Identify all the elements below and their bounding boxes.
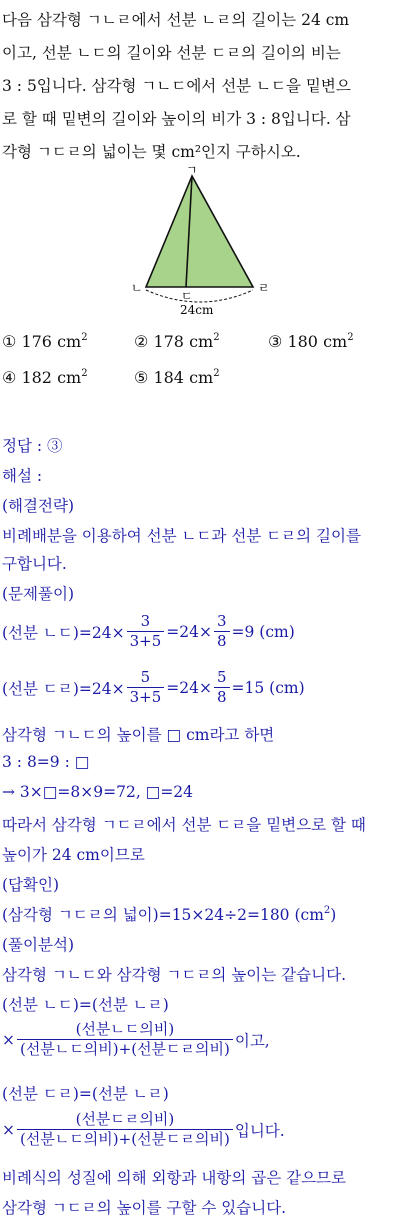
equation-1: (선분 ㄴㄷ)=24× $\frac{3}{3+5}$ =24× $\frac{3}{8}$ =9 (cm) [2,612,295,650]
ratio-fraction-1: × $\frac{\text{(선분ㄴㄷ의비)}}{\text{(선분ㄴㄷ의비)+(선분ㄷㄹ의비)}}$ 이고, [2,1020,270,1058]
problem-line: 다음 삼각형 ㄱㄴㄹ에서 선분 ㄴㄹ의 길이는 24 cm [2,11,350,29]
triangle-figure [0,162,400,322]
analysis-heading: (풀이분석) [2,936,74,954]
final-line-2: 삼각형 ㄱㄷㄹ의 높이를 구할 수 있습니다. [2,1199,287,1217]
option-value: 176 cm [21,332,82,351]
option-2[interactable]: ② 178 $cm^2$ [134,332,220,351]
analysis-line-1: 삼각형 ㄱㄴㄷ와 삼각형 ㄱㄷㄹ의 높이는 같습니다. [2,966,346,984]
option-5[interactable]: ⑤ 184 $cm^2$ [134,368,220,387]
calc-line: → 3×□=8×9=72, □=24 [2,783,194,801]
triangle-shape [146,176,253,287]
base-dimension-arc [146,290,253,302]
problem-line: 이고, 선분 ㄴㄷ의 길이와 선분 ㄷㄹ의 길이의 비는 [2,44,341,62]
fraction: $\frac{5}{8}$ [214,668,230,707]
option-4[interactable]: ④ 182 $cm^2$ [2,368,88,387]
option-value: 182 cm [21,368,82,387]
solve-heading: (문제풀이) [2,585,74,603]
therefore-line-1: 따라서 삼각형 ㄱㄷㄹ에서 선분 ㄷㄹ을 밑변으로 할 때 [2,816,366,834]
problem-line: 각형 ㄱㄷㄹ의 넓이는 몇 cm²인지 구하시오. [2,143,301,161]
option-number: ② [134,332,149,351]
height-line: 삼각형 ㄱㄴㄷ의 높이를 □ cm라고 하면 [2,726,275,744]
final-line-1: 비례식의 성질에 의해 외항과 내항의 곱은 같으므로 [2,1169,346,1187]
fraction: $\frac{\text{(선분ㄴㄷ의비)}}{\text{(선분ㄴㄷ의비)+(선분ㄷㄹ의비)}}$ [17,1020,233,1059]
option-value: 178 cm [153,332,214,351]
check-heading: (답확인) [2,876,60,894]
ratio-line: 3 : 8=9 : □ [2,753,90,771]
ratio-fraction-2: × $\frac{\text{(선분ㄷㄹ의비)}}{\text{(선분ㄴㄷ의비)+(선분ㄷㄹ의비)}}$ 입니다. [2,1110,285,1148]
option-3[interactable]: ③ 180 $cm^2$ [268,332,354,351]
vertex-label-right: ㄹ [258,281,270,295]
fraction: $\frac{\text{(선분ㄷㄹ의비)}}{\text{(선분ㄴㄷ의비)+(선분ㄷㄹ의비)}}$ [17,1110,233,1149]
equation-2: (선분 ㄷㄹ)=24× $\frac{5}{3+5}$ =24× $\frac{5}{8}$ =15 (cm) [2,668,305,706]
option-number: ③ [268,332,283,351]
strategy-text-2: 구합니다. [2,555,67,573]
option-value: 184 cm [153,368,214,387]
fraction: $\frac{3}{8}$ [214,612,230,651]
segment-formula-1: (선분 ㄴㄷ)=(선분 ㄴㄹ) [2,996,169,1014]
fraction: $\frac{3}{3+5}$ [127,612,165,651]
option-number: ④ [2,368,17,387]
vertex-label-top: ㄱ [186,163,198,177]
strategy-heading: (해결전략) [2,497,74,515]
fraction: $\frac{5}{3+5}$ [127,668,165,707]
explain-label: 해설 : [2,467,43,485]
base-length-label: 24cm [180,303,214,317]
option-number: ① [2,332,17,351]
option-number: ⑤ [134,368,149,387]
therefore-line-2: 높이가 24 cm이므로 [2,846,145,864]
problem-text [2,4,398,169]
vertex-label-left: ㄴ [131,281,143,295]
problem-line: 로 할 때 밑변의 길이와 높이의 비가 3 : 8입니다. 삼 [2,110,351,128]
segment-formula-2: (선분 ㄷㄹ)=(선분 ㄴㄹ) [2,1085,169,1103]
strategy-text-1: 비례배분을 이용하여 선분 ㄴㄷ과 선분 ㄷㄹ의 길이를 [2,527,361,545]
option-1[interactable]: ① 176 $cm^2$ [2,332,88,351]
problem-line: 3 : 5입니다. 삼각형 ㄱㄴㄷ에서 선분 ㄴㄷ을 밑변으 [2,77,351,95]
check-line: (삼각형 ㄱㄷㄹ의 넓이)=15×24÷2=180 $(cm^2)$ [2,905,337,924]
option-value: 180 cm [287,332,348,351]
point-label-mid: ㄷ [181,289,193,303]
answer-line: 정답 : ③ [2,437,63,455]
